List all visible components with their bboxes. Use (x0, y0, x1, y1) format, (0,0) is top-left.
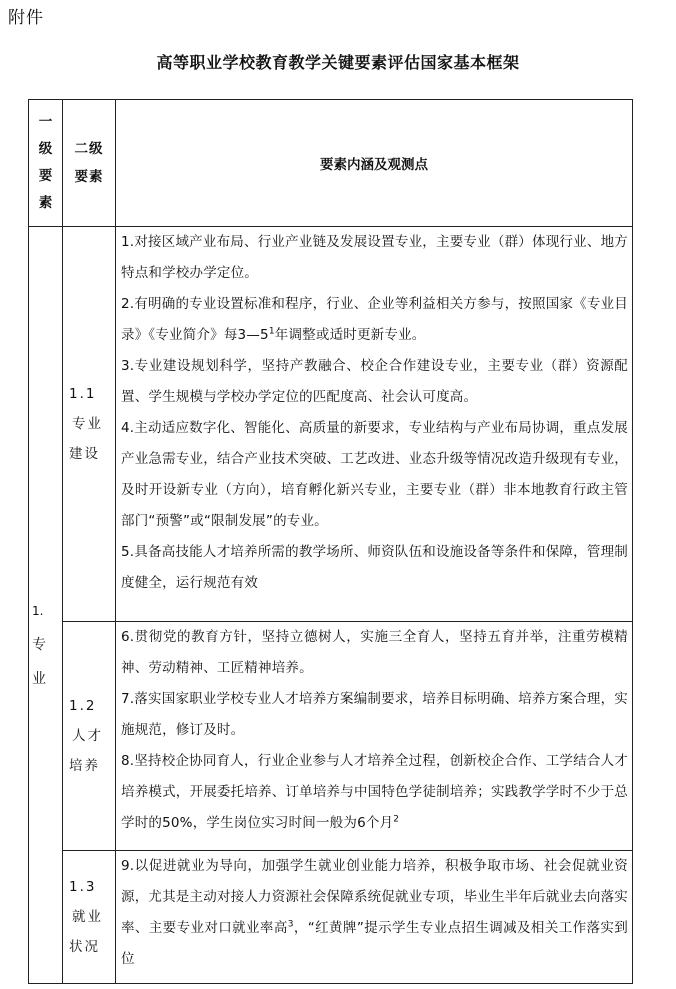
footnote-marker: 1 (268, 326, 275, 337)
header-primary-element (29, 100, 63, 227)
list-item: 3.专业建设规划科学，坚持产教融合、校企合作建设专业，主要专业（群）资源配置、学生规模与学校办学定位的匹配度高、社会认可度高。 (121, 358, 628, 405)
list-item: 2.有明确的专业设置标准和程序，行业、企业等利益相关方参与，按照国家《专业目录》《专业简介》每$3—5^1$年调整或适时更新专业。 (121, 296, 628, 343)
list-item: 7.落实国家职业学校专业人才培养方案编制要求，培养目标明确、培养方案合理，实施规范，修订及时。 (121, 691, 628, 738)
attachment-label: 附件 (8, 8, 44, 28)
footnote-marker: 2 (393, 814, 400, 825)
secondary-element-cell (63, 851, 116, 984)
secondary-element-number: 1.1 (69, 386, 97, 402)
list-item: 9.以促进就业为导向，加强学生就业创业能力培养，积极争取市场、社会促就业资源，尤其是主动对接人力资源社会保障系统促就业专项，毕业生半年后就业去向落实率、主要专业对口就业率高$^3$，“红黄牌”提示学生专业点招生调减及相关工作落实到位 (121, 858, 628, 967)
primary-element-cell (29, 227, 63, 984)
secondary-element-cell (63, 622, 116, 851)
list-item: 5.具备高技能人才培养所需的教学场所、师资队伍和设施设备等条件和保障，管理制度健全，运行规范有效 (121, 544, 628, 591)
table-row (29, 622, 633, 851)
content-cell (116, 622, 633, 851)
table-row (29, 851, 633, 984)
header-secondary-element (63, 100, 116, 227)
header-content: 要素内涵及观测点 (116, 100, 633, 227)
list-item: 6.贯彻党的教育方针，坚持立德树人，实施三全育人，坚持五育并举，注重劳模精神、劳动精神、工匠精神培养。 (121, 629, 628, 676)
secondary-element-name: 专业建设 (69, 416, 103, 462)
content-cell (116, 227, 633, 622)
framework-table (28, 99, 633, 984)
content-cell (116, 851, 633, 984)
table-row (29, 227, 633, 622)
header-secondary-text: 二级要素 (74, 141, 104, 185)
secondary-element-number: 1.3 (69, 879, 97, 895)
secondary-element-number: 1.2 (69, 698, 97, 714)
primary-element-name: 专业 (32, 637, 46, 687)
list-item: 8.坚持校企协同育人，行业企业参与人才培养全过程，创新校企合作、工学结合人才培养模式，开展委托培养、订单培养与中国特色学徒制培养；实践教学学时不少于总学时的50%，学生岗位实习时间一般为6个月$^2$ (121, 753, 628, 831)
secondary-element-name: 人才培养 (69, 728, 103, 774)
table-header-row (29, 100, 633, 227)
primary-element-number: 1. (32, 604, 44, 618)
secondary-element-name: 就业状况 (69, 909, 103, 955)
list-item: 1.对接区域产业布局、行业产业链及发展设置专业，主要专业（群）体现行业、地方特点和学校办学定位。 (121, 234, 628, 281)
document-title: 高等职业学校教育教学关键要素评估国家基本框架 (156, 53, 520, 72)
secondary-element-cell (63, 227, 116, 622)
header-primary-text: 一级要素 (38, 114, 53, 211)
list-item: 4.主动适应数字化、智能化、高质量的新要求，专业结构与产业布局协调，重点发展产业急需专业，结合产业技术突破、工艺改进、业态升级等情况改造升级现有专业，及时开设新专业（方向），培育孵化新兴专业，主要专业（群）非本地教育行政主管部门“预警”或“限制发展”的专业。 (121, 420, 628, 529)
footnote-marker: 3 (287, 919, 294, 930)
